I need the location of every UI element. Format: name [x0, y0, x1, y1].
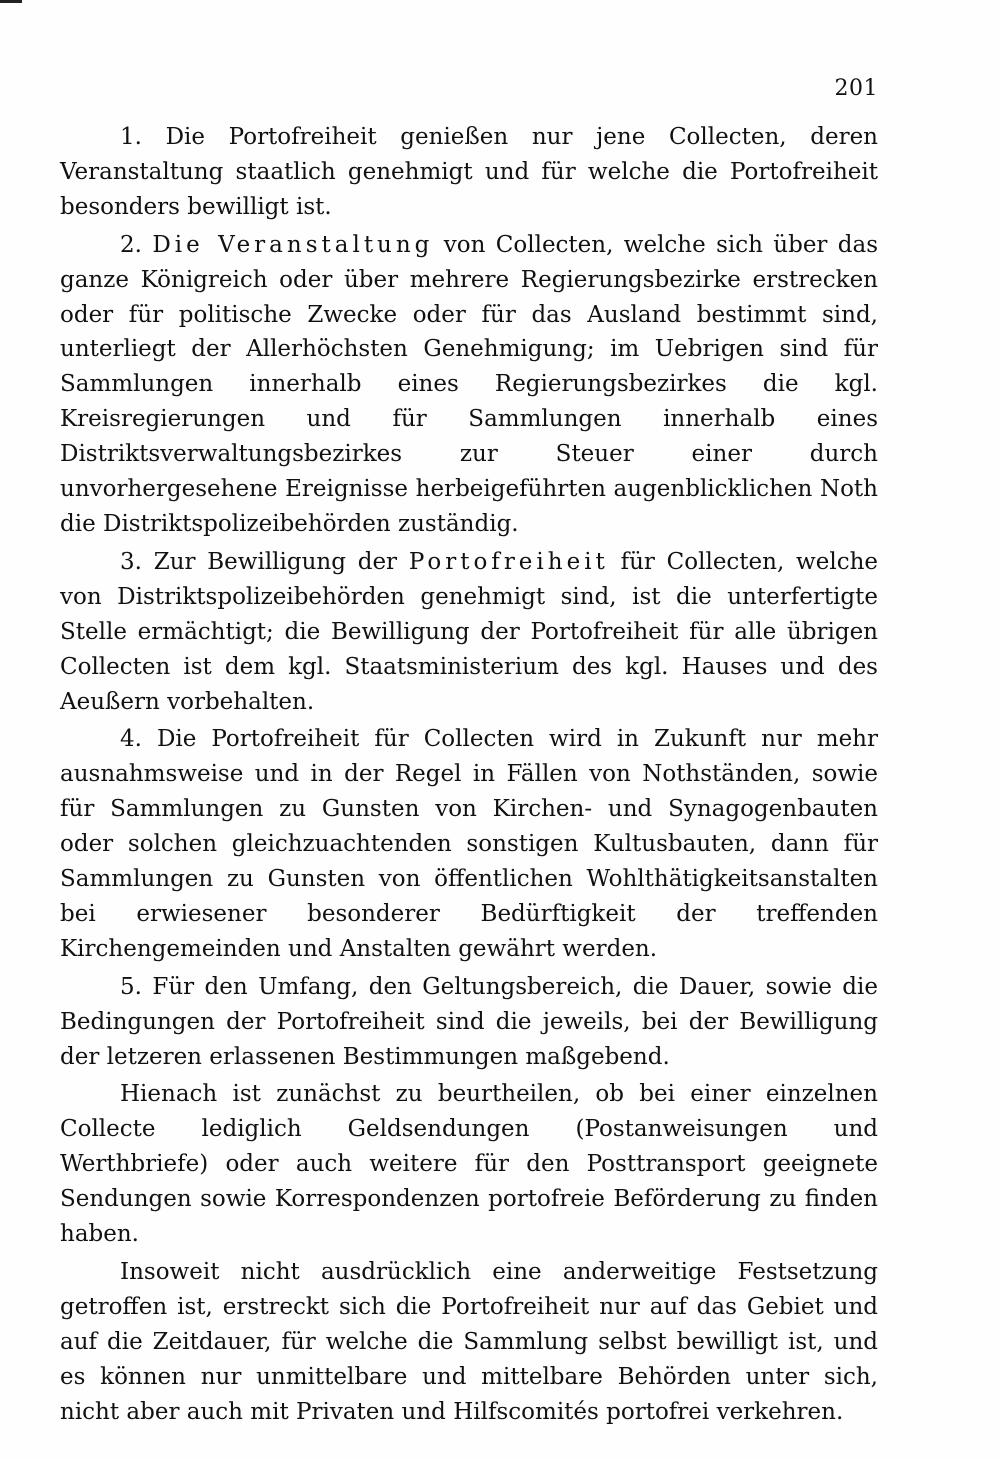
paragraph-number: 2.: [120, 231, 142, 258]
page-number: 201: [834, 76, 878, 101]
paragraph-4: [60, 722, 878, 966]
paragraph-1: [60, 120, 878, 225]
scan-corner-mark: [0, 0, 22, 3]
paragraph-3: [60, 545, 878, 720]
paragraph-7: [60, 1255, 878, 1430]
paragraph-text: Hienach ist zunächst zu beurtheilen, ob bei einer einzelnen Collecte lediglich Geldsendungen (Postanweisungen und Werthbriefe) oder auch weitere für den Posttransport geeignete Sendungen sowie Korrespondenzen portofreie Beförderung zu finden haben.: [60, 1081, 878, 1248]
spaced-emphasis: Die Veranstaltung: [152, 231, 434, 258]
paragraph-lead: Zur Bewilligung der: [153, 548, 398, 575]
paragraph-2: [60, 228, 878, 542]
spaced-emphasis: Portofreiheit: [408, 548, 609, 575]
paragraph-text: Insoweit nicht ausdrücklich eine anderweitige Festsetzung getroffen ist, erstreckt sich die Portofreiheit nur auf das Gebiet und auf die Zeitdauer, für welche die Sammlung selbst bewilligt ist, und es können nur unmittelbare und mittelbare Behörden unter sich, nicht aber auch mit Privaten und Hilfscomités portofrei verkehren.: [60, 1259, 878, 1425]
paragraph-text: Für den Umfang, den Geltungsbereich, die Dauer, sowie die Bedingungen der Portofreiheit sind die jeweils, bei der Bewilligung der letzeren erlassenen Bestimmungen maßgebend.: [60, 973, 878, 1070]
paragraph-number: 4.: [120, 726, 142, 753]
paragraph-5: [60, 970, 878, 1075]
paragraph-text: Die Portofreiheit genießen nur jene Collecten, deren Veranstaltung staatlich genehmigt und für welche die Portofreiheit besonders bewilligt ist.: [60, 124, 878, 220]
paragraph-number: 3.: [120, 548, 142, 575]
body-text: [60, 120, 878, 1430]
paragraph-text: Die Portofreiheit für Collecten wird in Zukunft nur mehr ausnahmsweise und in der Regel in Fällen von Nothständen, sowie für Sammlungen zu Gunsten von Kirchen- und Synagogenbauten oder solchen gleichzuachtenden sonstigen Kultusbauten, dann für Sammlungen zu Gunsten von öffentlichen Wohlthätigkeitsanstalten bei erwiesener besonderer Bedürftigkeit der treffenden Kirchengemeinden und Anstalten gewährt werden.: [60, 726, 878, 962]
paragraph-number: 1.: [120, 124, 142, 150]
paragraph-6: [60, 1077, 878, 1252]
paragraph-text: für Collecten, welche von Distriktspolizeibehörden genehmigt sind, ist die unterfertigte Stelle ermächtigt; die Bewilligung der Portofreiheit für alle übrigen Collecten ist dem kgl. Staatsministerium des kgl. Hauses und des Aeußern vorbehalten.: [60, 548, 879, 715]
paragraph-number: 5.: [120, 973, 142, 1000]
paragraph-text: von Collecten, welche sich über das ganze Königreich oder über mehrere Regierungsbezirke erstrecken oder für politische Zwecke oder für das Ausland bestimmt sind, unterliegt der Allerhöchsten Genehmigung; im Uebrigen sind für Sammlungen innerhalb eines Regierungsbezirkes die kgl. Kreisregierungen und für Sammlungen innerhalb eines Distriktsverwaltungsbezirkes zur Steuer einer durch unvorhergesehene Ereignisse herbeigeführten augenblicklichen Noth die Distriktspolizeibehörden zuständig.: [60, 231, 879, 537]
